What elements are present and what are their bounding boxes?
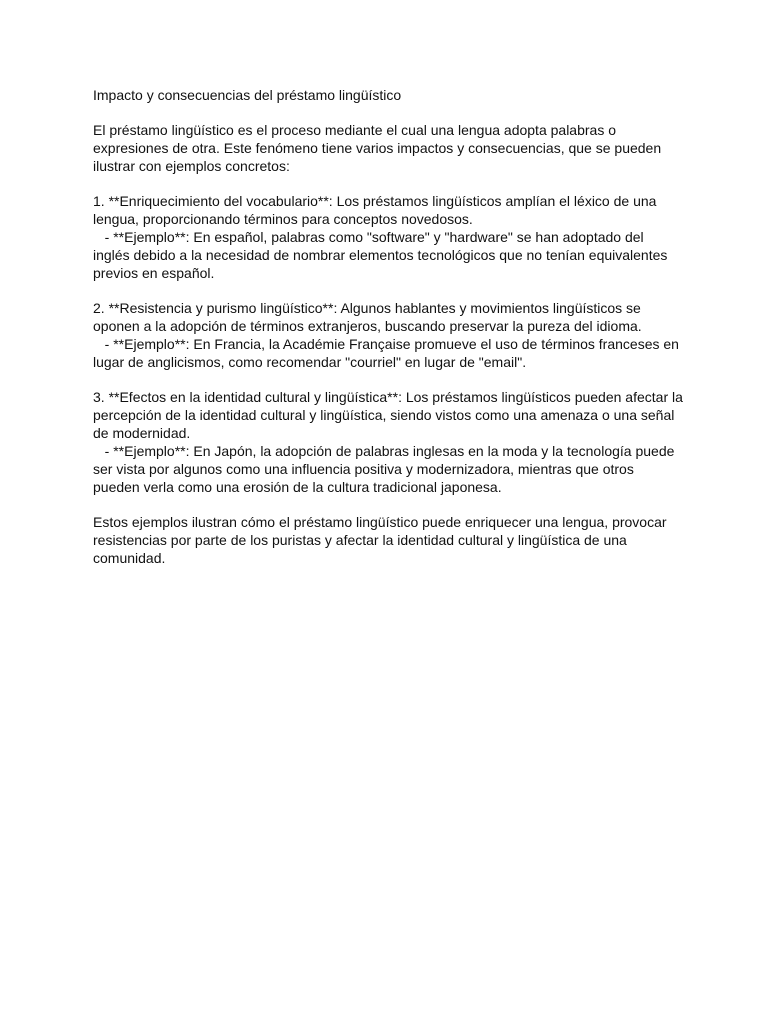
paragraph-spacer	[93, 371, 683, 388]
document-body	[93, 86, 687, 567]
document-title: Impacto y consecuencias del préstamo lingüístico	[93, 87, 402, 103]
conclusion-paragraph: Estos ejemplos ilustran cómo el préstamo lingüístico puede enriquecer una lengua, provocar resistencias por parte de los puristas y afectar la identidad cultural y lingüística de una comunidad.	[93, 514, 671, 566]
intro-paragraph: El préstamo lingüístico es el proceso mediante el cual una lengua adopta palabras o expresiones de otra. Este fenómeno tiene varios impactos y consecuencias, que se pueden ilustrar con ejemplos concretos:	[93, 122, 666, 174]
paragraph-spacer	[93, 175, 683, 192]
paragraph-spacer	[93, 282, 683, 299]
point-1-example: - **Ejemplo**: En español, palabras como "software" y "hardware" se han adoptado del inglés debido a la necesidad de nombrar elementos tecnológicos que no tenían equivalentes previos en español.	[93, 229, 672, 281]
paragraph-spacer	[93, 104, 683, 121]
point-3-text: 3. **Efectos en la identidad cultural y lingüística**: Los préstamos lingüísticos pueden afectar la percepción de la identidad cultural y lingüística, siendo vistos como una amenaza o una señal de modernidad.	[93, 389, 687, 441]
point-2-example: - **Ejemplo**: En Francia, la Académie Française promueve el uso de términos franceses en lugar de anglicismos, como recomendar "courriel" en lugar de "email".	[93, 336, 683, 370]
paragraph-spacer	[93, 496, 683, 513]
point-2-text: 2. **Resistencia y purismo lingüístico**: Algunos hablantes y movimientos lingüísticos se oponen a la adopción de términos extranjeros, buscando preservar la pureza del idioma.	[93, 300, 645, 334]
point-1-text: 1. **Enriquecimiento del vocabulario**: Los préstamos lingüísticos amplían el léxico de una lengua, proporcionando términos para conceptos novedosos.	[93, 193, 661, 227]
point-3-example: - **Ejemplo**: En Japón, la adopción de palabras inglesas en la moda y la tecnología puede ser vista por algunos como una influencia positiva y modernizadora, mientras que otros pueden verla como una erosión de la cultura tradicional japonesa.	[93, 443, 679, 495]
